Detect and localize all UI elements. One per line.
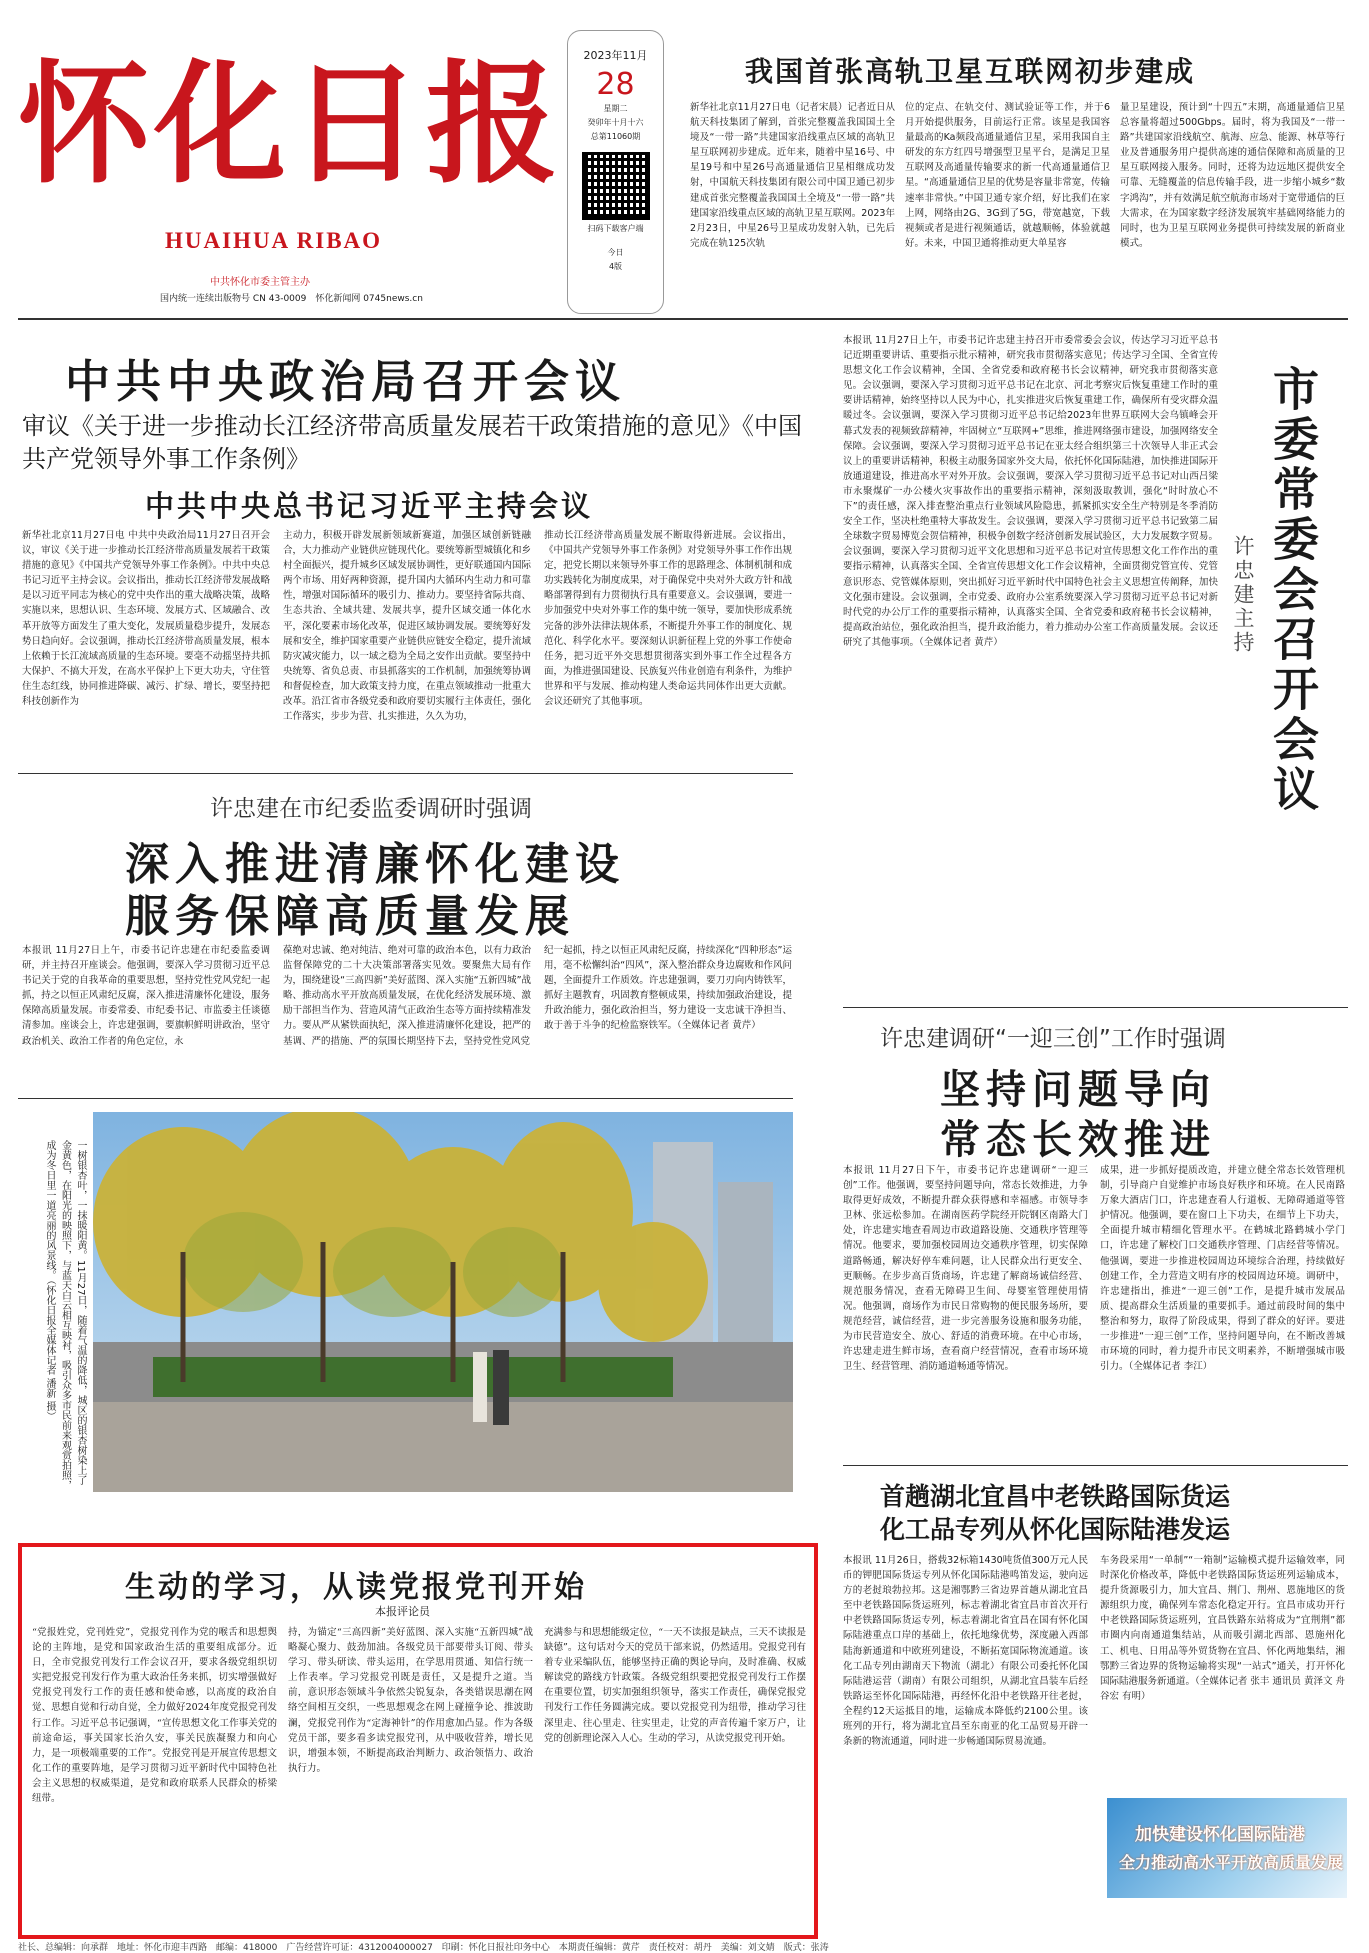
politburo-col-2: 主动力，积极开辟发展新领域新赛道，加强区域创新链融合，大力推动产业链供应链现代化。要统筹新型城镇化和乡村全面振兴，提升城乡区域发展协调性，更好联通国内国际两个市场、用好两种资源，提升国内大循环内生动力和可靠性，增强对国际循环的吸引力、推动力。要坚持省际共商、生态共治、全域共建、发展共享，提升区域交通一体化水平，深化要素市场化改革，促进区域协调发展。要统筹好发展和安全，维护国家重要产业链供应链安全稳定，提升流域防灾减灾能力，以一域之稳为全局之安作出贡献。要坚持中央统筹、省负总责、市县抓落实的工作机制，加强统筹协调和督促检查，加大政策支持力度，在重点领域推动一批重大改革。沿江省市各级党委和政府要切实履行主体责任，强化工作落实，步步为营、扎实推进，久久为功， xyxy=(283,530,531,723)
ginkgo-photo xyxy=(93,1112,793,1492)
date-weekday: 星期二 xyxy=(603,104,628,113)
yiying-col-2: 成果，进一步抓好提质改造，并建立健全常态长效管理机制，引导商户自觉维护市场良好秩序和环境。在人民南路万象大酒店门口，许忠建查看人行道板、无障碍通道等管护情况。他强调，要在窗口上下功夫，在细节上下功夫，全面提升城市精细化管理水平。在鹤城北路鹤城小学门口，许忠建了解校门口交通秩序管理、门店经营等情况。他强调，要进一步推进校园周边环境综合治理，持续做好创建工作，全力营造文明有序的校园周边环境。调研中，许忠建指出，推进“一迎三创”工作，是提升城市发展品质、提高群众生活质量的重要抓手。通过前段时间的集中整治和努力，取得了阶段成果，得到了群众的好评。要进一步推进“一迎三创”工作，坚持问题导向，在不断改善城市环境的同时，着力提升市民文明素养，不断增强城市吸引力。（全媒体记者 李江） xyxy=(1100,1165,1345,1373)
qinglian-headline-2: 服务保障高质量发展 xyxy=(125,891,575,942)
today-label: 今日 xyxy=(607,248,624,257)
divider-3 xyxy=(843,1007,1348,1008)
railway-col-1: 本报讯 11月26日，搭载32标箱1430吨货值300万元人民币的钾肥国际货运专列从怀化国际陆港鸣笛发运，驶向远方的老挝琅勃拉邦。这是湘鄂黔三省边界首趟从湖北宜昌至中老铁路国际货运班列，标志着湖北省宜昌市首次开行中老铁路国际货运专列，标志着湖北省宜昌在国有怀化国际陆港重点口岸的基础上，依托地缘优势，深度融入西部陆海新通道和中欧班列建设，不断拓宽国际物流通道。该化工品专列由湖南天下物流（湖北）有限公司委托怀化国际陆港运营（湖南）有限公司组织，从湖北宜昌装车后经铁路运至怀化国际陆港，再经怀化沿中老铁路开往老挝，全程约12天运抵目的地，运输成本降低约2100公里。该班列的开行，将为湖北宜昌至东南亚的化工品贸易开辟一条新的物流通道，同时进一步畅通国际贸易流通。 xyxy=(843,1555,1088,1748)
qr-caption: 扫码下载客户端 xyxy=(587,224,644,233)
railway-col-2: 车务段采用“一单制”“一箱制”运输模式提升运输效率，同时深化价格改革，降低中老铁路国际货运班列运输成本，提升货源吸引力，加大宜昌、荆门、荆州、恩施地区的货源组织力度，确保列车常态化稳定开行。宜昌市成功开行中老铁路国际货运班列，宜昌铁路东站将成为“宜荆荆”都市圈内向南通道集结站，从而吸引湖北西部、恩施州化工、机电、日用品等外贸货物在宜昌、怀化两地集结，湘鄂黔三省边界的货物运输将实现“一站式”通关，打开怀化国际陆港服务新通道。（全媒体记者 张丰 通讯员 黄泽文 舟 谷宏 有明） xyxy=(1100,1555,1345,1702)
divider-2 xyxy=(18,1098,793,1099)
politburo-col-1: 新华社北京11月27日电 中共中央政治局11月27日召开会议，审议《关于进一步推动长江经济带高质量发展若干政策措施的意见》《中国共产党领导外事工作条例》。中共中央总书记习近平主持会议。会议指出，推动长江经济带发展战略是以习近平同志为核心的党中央作出的重大战略决策，战略实施以来，思想认识、生态环境、发展方式、区域融合、改革开放等方面发生了重大变化，发展质量稳步提升，发展态势日趋向好。会议强调，推动长江经济带高质量发展，根本上依赖于长江流域高质量的生态环境。要毫不动摇坚持共抓大保护、不搞大开发，在高水平保护上下更大功夫，守住管住生态红线，协同推进降碳、减污、扩绿、增长，要坚持把科技创新作为 xyxy=(22,530,270,708)
standing-headline: 市委常委会召开会议 xyxy=(1266,365,1320,815)
footer-info: 社长、总编辑：向承群 地址：怀化市迎丰西路 邮编：418000 广告经营许可证：4312004000027 印刷：怀化日报社印务中心 本期责任编辑：黄芹 责任校对：胡丹 美编：刘文婧 版式：张涛 xyxy=(18,1943,829,1953)
masthead-pinyin: HUAIHUA RIBAO xyxy=(165,228,383,253)
politburo-headline: 中共中央政治局召开会议 xyxy=(65,355,627,408)
standing-host: 许忠建主持 xyxy=(1231,535,1255,655)
ginkgo-photo-image xyxy=(93,1112,793,1492)
study-byline: 本报评论员 xyxy=(375,1605,430,1618)
satellite-col-1: 新华社北京11月27日电（记者宋晨）记者近日从航天科技集团了解到，首张完整覆盖我国国土全境及“一带一路”共建国家沿线重点区域的高轨卫星互联网初步建成。近年来，随着中星16号、中星19号和中星26号高通量通信卫星相继成功发射，中国航天科技集团有限公司中国卫通已初步建成首张完整覆盖我国国土全境及“一带一路”共建国家沿线重点区域的高轨卫星互联网。2023年2月23日，中星26号卫星成功发射入轨，已先后完成在轨125次轨 xyxy=(690,102,895,249)
date-box xyxy=(567,30,664,314)
issue-number: 总第11060期 xyxy=(590,132,641,141)
yiying-kicker: 许忠建调研“一迎三创”工作时强调 xyxy=(880,1026,1226,1052)
banner-line-2: 全力推动高水平开放高质量发展 xyxy=(1119,1853,1344,1872)
qinglian-kicker: 许忠建在市纪委监委调研时强调 xyxy=(210,796,532,822)
divider-4 xyxy=(843,1465,1348,1466)
date-lunar: 癸卯年十月十六 xyxy=(587,118,644,127)
satellite-col-3: 量卫星建设，预计到“十四五”末期，高通量通信卫星总容量将超过500Gbps。届时，将为我国及“一带一路”共建国家沿线航空、航海、应急、能源、林草等行业及普通服务用户提供高速的通信保障和高质量的卫星互联网接入服务。同时，还将为边远地区提供安全可靠、无缝覆盖的信息传输手段，进一步缩小城乡“数字鸿沟”，并有效满足航空航海市场对于宽带通信的巨大需求，在为国家数字经济发展筑牢基础网络能力的同时，也为卫星互联网业务提供可持续发展的新商业模式。 xyxy=(1120,102,1345,249)
masthead-logo: 怀化日报 xyxy=(18,47,562,202)
date-day: 28 xyxy=(596,67,635,102)
masthead-publisher: 中共怀化市委主管主办 xyxy=(210,277,310,288)
qinglian-col-2: 葆绝对忠诚、绝对纯洁、绝对可靠的政治本色，以有力政治监督保障党的二十大决策部署落实见效。要聚焦大局有作为，围绕建设“三高四新”美好蓝图、深入实施“五新四城”战略、推动高水平开放高质量发展，在优化经济发展环境、激励干部担当作为、营造风清气正政治生态等方面持续精准发力。要从严从紧铁面执纪，深入推进清廉怀化建设，把严的基调、严的措施、严的氛围长期坚持下去，坚持党性党风党 xyxy=(283,945,531,1047)
photo-caption: 一树银杏叶，一抹暖阳黄。11月27日，随着气温的降低，城区的银杏树染上了金黄色，在阳光的映照下，与蓝天白云相互映衬，吸引众多市民前来观赏拍照，成为冬日里一道亮丽的风景线。（怀化日报全媒体记者 潘新 摄） xyxy=(44,1140,86,1490)
railway-headline-1: 首趟湖北宜昌中老铁路国际货运 xyxy=(880,1482,1231,1511)
divider-1 xyxy=(18,773,793,774)
standing-col-1: 本报讯 11月27日上午，市委书记许忠建主持召开市委常委会会议，传达学习习近平总书记近期重要讲话、重要指示批示精神，研究我市贯彻落实意见；传达学习全国、全省宣传思想文化工作会议精神，全国、全省党委和政府秘书长会议精神，研究我市贯彻落实意见。会议强调，要深入学习贯彻习近平总书记在北京、河北考察灾后恢复重建工作时的重要讲话精神，始终坚持以人民为中心，扎实推进灾后恢复重建工作，确保所有受灾群众温暖过冬。会议强调，要深入学习贯彻习近平总书记给2023年世界互联网大会乌镇峰会开幕式发表的视频致辞精神，牢固树立“互联网+”思维，推进网络强市建设，加强网络安全保障。会议强调，要深入学习贯彻习近平总书记在亚太经合组织第三十次领导人非正式会议上的重要讲话精神，积极主动服务国家外交大局，依托怀化国际陆港，加快推进国际开放通道建设，推进高水平对外开放。会议强调，要深入学习贯彻习近平总书记对山西吕梁市永聚煤矿一办公楼火灾事故作出的重要指示精神，深刻汲取教训，强化“时时放心不下”的责任感，深入排查整治重点行业领域风险隐患，抓紧抓实安全生产特别是冬季消防安全工作，坚决杜绝重特大事故发生。会议强调，要深入学习贯彻习近平总书记致第二届全球数字贸易博览会贺信精神，积极争创数字经济创新发展试验区，大力发展数字贸易。会议强调，要深入学习贯彻习近平文化思想和习近平总书记对宣传思想文化工作作出的重要指示精神，认真落实全国、全省宣传思想文化工作会议精神，全面贯彻党管宣传、党管意识形态、党管媒体原则，突出抓好习近平新时代中国特色社会主义思想宣传阐释，加快文化强市建设。会议强调，全市党委、政府办公室系统要深入学习贯彻习近平总书记对新时代党的办公厅工作的重要指示精神，认真落实全国、全省党委和政府秘书长会议精神，提高政治站位，强化政治担当，提升政治能力，着力推动办公室工作高质量发展。会议还研究了其他事项。（全媒体记者 黄芹） xyxy=(843,335,1218,648)
date-year-month: 2023年11月 xyxy=(583,49,648,62)
study-col-3: 充满参与和思想能级定位，“一天不读报是缺点，三天不读报是缺德”。这句话对今天的党员干部来说，仍然适用。党报党刊有着专业采编队伍，能够坚持正确的舆论导向，及时准确、权威解读党的路线方针政策。各级党组织要把党报党刊发行工作摆在重要位置，切实加强组织领导，落实工作责任，确保党报党刊发行工作任务圆满完成。要以党报党刊为纽带，推动学习往深里走、往心里走、往实里走，让党的声音传遍千家万户，让党的创新理论深入人心。生动的学习，从读党报党刊开始。 xyxy=(544,1627,806,1744)
yiying-headline-2: 常态长效推进 xyxy=(940,1117,1216,1163)
qinglian-headline-1: 深入推进清廉怀化建设 xyxy=(125,839,625,890)
masthead-info: 国内统一连续出版物号 CN 43-0009 怀化新闻网 0745news.cn xyxy=(160,294,423,304)
satellite-col-2: 位的定点、在轨交付、测试验证等工作，并于6月开始提供服务，目前运行正常。该星是我国容量最高的Ka频段高通量通信卫星，采用我国自主研发的东方红四号增强型卫星平台，是满足卫星互联网及高通量传输要求的新一代高通量通信卫星。“高通量通信卫星的优势是容量非常宽，传输速率非常快。”中国卫通专家介绍，好比我们在家上网，网络由2G、3G到了5G，带宽越宽，下载视频或者是进行视频通话，就越顺畅，体验就越好。未来，中国卫通将推动更大单星容 xyxy=(905,102,1110,249)
study-col-1: “党报姓党，党刊姓党”，党报党刊作为党的喉舌和思想舆论的主阵地，是党和国家政治生活的重要组成部分。近日，全市党报党刊发行工作会议召开，要求各级党组织切实把党报党刊发行作为重大政治任务来抓，切实增强做好党报党刊发行工作的责任感和使命感，以高度的政治自觉、思想自觉和行动自觉，全力做好2024年度党报党刊发行工作。习近平总书记强调，“宣传思想文化工作事关党的前途命运，事关国家长治久安，事关民族凝聚力和向心力，是一项极端重要的工作”。党报党刊是开展宣传思想文化工作的重要阵地，是学习贯彻习近平新时代中国特色社会主义思想的权威渠道，是党和政府联系人民群众的桥梁纽带。 xyxy=(32,1627,277,1805)
yiying-col-1: 本报讯 11月27日下午，市委书记许忠建调研“一迎三创”工作。他强调，要坚持问题导向，常态长效推进，力争取得更好成效，不断提升群众获得感和幸福感。市领导李卫林、张远松参加。在湖南医药学院经开院钢区南路大门处，许忠建实地查看周边市政道路设施、交通秩序管理等情况。他要求，要加强校园周边交通秩序管理，切实保障道路畅通，解决好停车难问题，让人民群众出行更安全、更顺畅。在步步高百货商场，许忠建了解商场诚信经营、规范服务情况，查看无障碍卫生间、母婴室管理使用情况。他强调，商场作为市民日常购物的便民服务场所，要规范经营，诚信经营，进一步完善服务设施和服务功能，为市民营造安全、放心、舒适的消费环境。在中心市场，许忠建走进生鲜市场，查看商户经营情况，查看市场环境卫生、经营管理、消防通道畅通等情况。 xyxy=(843,1165,1088,1373)
politburo-col-3: 推动长江经济带高质量发展不断取得新进展。会议指出，《中国共产党领导外事工作条例》对党领导外事工作作出规定，把党长期以来领导外事工作的思路理念、体制机制和成功实践转化为制度成果，对于确保党中央对外大政方针和战略部署得到有力贯彻执行具有重要意义。会议强调，要进一步加强党中央对外事工作的集中统一领导，要加快形成系统完备的涉外法律法规体系，不断提升外事工作的制度化、规范化、科学化水平。要深刻认识新征程上党的外事工作使命任务，把习近平外交思想贯彻落实到外事工作全过程各方面，为推进强国建设、民族复兴伟业创造有利条件，为维护世界和平与发展、推动构建人类命运共同体作出更大贡献。会议还研究了其他事项。 xyxy=(544,530,792,708)
satellite-headline: 我国首张高轨卫星互联网初步建成 xyxy=(745,55,1196,88)
yiying-headline-1: 坚持问题导向 xyxy=(940,1067,1216,1113)
top-divider xyxy=(18,318,1348,320)
banner-line-1: 加快建设怀化国际陆港 xyxy=(1135,1825,1305,1845)
politburo-host: 中共中央总书记习近平主持会议 xyxy=(145,489,594,523)
study-headline: 生动的学习，从读党报党刊开始 xyxy=(125,1570,587,1605)
port-banner xyxy=(1107,1798,1347,1898)
qr-code-icon[interactable] xyxy=(582,152,650,220)
railway-headline-2: 化工品专列从怀化国际陆港发运 xyxy=(880,1515,1231,1544)
politburo-subtitle: 审议《关于进一步推动长江经济带高质量发展若干政策措施的意见》《中国共产党领导外事工作条例》 xyxy=(22,412,802,473)
page-count: 4版 xyxy=(608,262,623,271)
study-col-2: 持，为锚定“三高四新”美好蓝图、深入实施“五新四城”战略凝心聚力、鼓劲加油。各级党员干部要带头订阅、带头学习、带头研读、带头运用，在学思用贯通、知信行统一上作表率。学习党报党刊既是责任，又是提升之道。当前，意识形态领域斗争依然尖锐复杂，各类错误思潮在网络空间相互交织，一些思想观念在网上碰撞争论、推波助澜，党报党刊作为“定海神针”的作用愈加凸显。作为各级党员干部，要多看多读党报党刊，从中吸收营养，增长见识，增强本领，不断提高政治判断力、政治领悟力、政治执行力。 xyxy=(288,1627,533,1774)
qinglian-col-3: 纪一起抓，持之以恒正风肃纪反腐，持续深化“四种形态”运用，毫不松懈纠治“四风”，深入整治群众身边腐败和作风问题，全面提升工作质效。许忠建强调，要刀刃向内铸铁军，抓好主题教育，巩固教育整顿成果，持续加强政治建设，提升政治能力，强化政治担当，努力建设一支忠诚干净担当、敢于善于斗争的纪检监察铁军。（全媒体记者 黄芹） xyxy=(544,945,792,1032)
qinglian-col-1: 本报讯 11月27日上午，市委书记许忠建在市纪委监委调研，并主持召开座谈会。他强调，要深入学习贯彻习近平总书记关于党的自我革命的重要思想，坚持党性党风党纪一起抓，持之以恒正风肃纪反腐，深入推进清廉怀化建设，服务保障高质量发展。市委常委、市纪委书记、市监委主任谈德清参加。座谈会上，许忠建强调，要旗帜鲜明讲政治，坚守政治机关、政治工作者的角色定位，永 xyxy=(22,945,270,1047)
